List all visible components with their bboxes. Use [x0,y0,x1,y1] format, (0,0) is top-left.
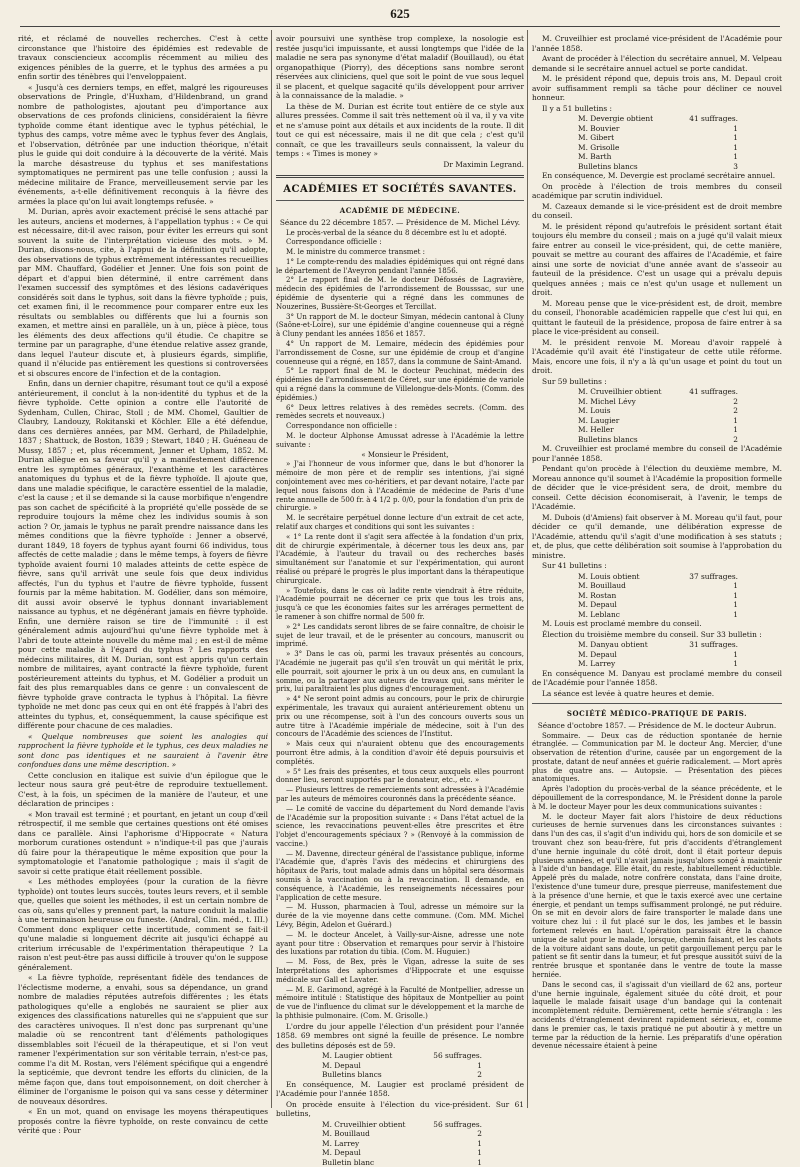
paragraph: Sur 41 bulletins : [542,561,607,570]
vote-row [578,640,738,650]
vote-row [578,610,738,620]
vote-list [532,114,782,171]
vote-count: 2 [733,406,738,415]
vote-row [322,1158,482,1167]
paragraph: 5° Le rapport final de M. le docteur Peuchinat, médecin des épidémies de l'arrondissement de Céret, sur une épidémie de variole qui a régné dans la commune de Villelongue-dels-Monts. (Comm. des épidémies.) [276,367,524,402]
column-divider [271,30,272,1108]
paragraph: On procède à l'élection de trois membres du conseil académique par scrutin individuel. [532,181,782,200]
paragraph: Après l'adoption du procès-verbal de la séance précédente, et le dépouillement de la correspondance, M. le Président donne la parole à M. le docteur Mayer pour les deux communications suivantes : [532,785,782,811]
candidate-name: M. Gibert [578,133,615,142]
vote-row [322,1139,482,1149]
paragraph: Avant de procéder à l'élection du secrétaire annuel, M. Velpeau demande si le secrétaire annuel actuel se porte candidat. [532,54,782,73]
candidate-name: M. Devergie obtient [578,114,654,123]
paragraph: — M. Foss, de Bex, près le Vigan, adresse la suite de ses Interprétations des aphorismes d'Hippocrate et une esquisse médicale sur Gall et Lavater. [276,958,524,984]
vote-row [578,416,738,426]
vote-count: 2 [733,434,738,444]
vote-row [578,650,738,660]
paragraph: M. Cruveilhier est proclamé membre du conseil de l'Académie pour l'année 1858. [532,444,782,463]
paragraph: M. Durian, après avoir exactement précisé le sens attaché par les auteurs, anciens et modernes, à l'appellation typhus : « Ce qui est nécessaire, dit-il avec raison, pour éviter les erreurs qui sont souvent la suite de l'interprétation vicieuse des mots. » M. Durian, disons-nous, cite, à l'appui de la définition qu'il adopte, des observations de typhus extrêmement intéressantes recueillies par MM. Chauffard, Godélier et Jenner. Une fois son point de départ et d'appui bien déterminé, il entre carrément dans l'examen successif des symptômes et des lésions cadavériques considérés soit dans le typhus, soit dans la fièvre typhoïde ; puis, cet examen fini, il le recommence pour comparer entre eux les résultats ou semblables ou différents que lui a fournis son examen, et mettre ainsi en parallèle, un à un, pièce à pièce, tous les éléments des deux affections qu'il étudie. Ce chapitre se termine par un paragraphe, d'une étendue relative assez grande, dans lequel l'auteur discute et, à plusieurs égards, simplifie, quand il n'élucide pas entièrement les questions si controversées et si obscures encore de l'infection et de la contagion. [18,207,268,378]
paragraph: Enfin, dans un dernier chapitre, résumant tout ce qu'il a exposé antérieurement, il conclut à la non-identité du typhus et de la fièvre typhoïde. Cette opinion a contre elle l'autorité de Sydenham, Cullen, Chirac, Stoll ; de MM. Chomel, Gaultier de Claubry, Landouzy, Rokitanski et Köchler. Elle a été défendue, dans ces dernières années, par MM. Gerhard, de Philadelphie, 1837 ; Shattuck, de Boston, 1839 ; Stewart, 1840 ; H. Guéneau de Mussy, 1857 ; et, plus récemment, Jenner et Upham, 1852. M. Durian allègue en sa faveur qu'il y a manifestement différence entre les symptômes généraux, l'exanthème et les caractères anatomiques du typhus et de la fièvre typhoïde. Il ajoute que, dans une maladie spécifique, le caractère essentiel de la maladie, c'est la cause ; et il se demande si la cause morbifique n'engendre pas son cachet de spécificité à la propriété qu'elle possède de se reproduire toujours la même chez les individus soumis à son action ? Or, jamais le typhus ne paraît prendre naissance dans les mêmes conditions que la fièvre typhoïde : Jenner a observé, durant 1849, 18 foyers de typhus ayant fourni 66 individus, tous affectés de cette maladie ; dans le même temps, à foyers de fièvre typhoïde avaient fourni 10 malades atteints de cette espèce de fièvre, sans qu'il arrivât une seule fois que deux individus affectés, l'un du typhus et l'autre de fièvre typhoïde, fussent fournis par la même habitation. M. Godélier, dans son mémoire, dit aussi avoir observé le typhus donnant invariablement naissance au typhus, et ne dégénérant jamais en fièvre typhoïde. Enfin, une dernière raison se tire de l'immunité : il est généralement admis aujourd'hui qu'une fièvre typhoïde met à l'abri de toute atteinte nouvelle du même mal ; en est-il de même pour cette maladie à l'égard du typhus ? Les rapports des médecins militaires, dit M. Durian, sont est appris qu'un certain nombre de militaires, ayant contracté la fièvre typhoïde, furent postérieurement atteints du typhus, et M. Godélier a produit un fait des plus remarquables dans ce genre : un convalescent de fièvre typhoïde grave contracta le typhus à l'hôpital. La fièvre typhoïde ne met donc pas ceux qui en ont été frappés à l'abri des atteintes du typhus, et, conséquemment, la cause spécifique est différente pour chacune de ces maladies. [18,379,269,730]
vote-count: 41 suffrages. [689,387,738,396]
vote-count: 1 [733,649,738,659]
vote-count: 1 [733,581,738,590]
candidate-name: M. Bouillaud [322,1129,370,1139]
vote-count: 1 [477,1060,482,1070]
society-title: SOCIÉTÉ MÉDICO-PRATIQUE DE PARIS. [566,709,748,718]
vote-count: 1 [733,609,738,619]
candidate-name: M. Louis obtient [578,571,640,581]
vote-count: 41 suffrages. [689,114,738,123]
academy-title: ACADÉMIE DE MÉDECINE. [339,206,461,215]
candidate-name: Bulletins blancs [578,161,638,171]
paragraph: M. le docteur Alphonse Amussat adresse à l'Académie la lettre suivante : [276,432,524,449]
vote-count: 1 [733,142,738,152]
vote-row [578,152,738,162]
paragraph: — M. le docteur Ancelet, à Vailly-sur-Aisne, adresse une note ayant pour titre : Observation et remarques pour servir à l'histoire des luxations par rotation du tibia. (Com. M. Huguier.) [276,930,524,957]
paragraph: » Toutefois, dans le cas où ladite rente viendrait à être réduite, l'Académie pourrait ne décerner ce prix que tous les trois ans, jusqu'à ce que les économies faites sur les arrérages permettent de le ramener à son chiffre normal de 500 fr. [276,586,524,621]
vote-row [578,572,738,582]
vote-count: 1 [733,133,738,142]
vote-count: 1 [733,152,738,161]
paragraph: M. le secrétaire perpétuel donne lecture d'un extrait de cet acte, relatif aux charges et conditions qui sont les suivantes : [276,514,524,531]
vote-row [578,581,738,591]
paragraph: L'ordre du jour appelle l'élection d'un président pour l'année 1858. 69 membres ont signé la feuille de présence. Le nombre des bulletins déposés est de 59. [276,1021,524,1050]
candidate-name: M. Barth [578,152,612,161]
paragraph: » 5° Les frais des présentes, et tous ceux auxquels elles pourront donner lieu, seront supportés par le donateur, etc., etc. » [276,767,524,785]
vote-row [578,124,738,134]
candidate-name: M. Grisolle [578,142,620,152]
vote-row [322,1051,482,1061]
vote-count: 1 [733,659,738,668]
summary-paragraph: Sommaire. — Deux cas de réduction spontanée de hernie étranglée. — Communication par M. le docteur Ang. Mercier, d'une observation de rétention d'urine, causée par un engorgement de la prostate, datant de neuf années et guérie radicalement. — Mort après plus de quatre ans. — Autopsie. — Présentation des pièces anatomiques. [532,731,782,784]
paragraph: M. le docteur Mayer fait alors l'histoire de deux réductions curieuses de hernie survenues dans les circonstances suivantes : dans l'un des cas, il s'agit d'un individu qui, hors de son domicile et se trouvant chez son beau-frère, fut pris d'accidents d'étranglement d'une hernie inguinale du côté droit, dont il était porteur depuis plusieurs années, et qu'il n'avait jamais jusqu'alors songé à maintenir à l'aide d'un bandage. Elle était, du reste, habituellement réductible. Appelé près du malade, notre confrère constata, dans l'aine droite, l'existence d'une tumeur dure, presque pierreuse, manifestement due à la présence d'une hernie, et que le taxis exercé avec une certaine énergie, et pendant un temps suffisamment prolongé, ne put réduire. On se mit en devoir alors de faire transporter le malade dans une voiture chez lui : il fut placé sur le dos, les jambes et le bassin fortement relevés en haut. L'opération paraissait être la chance unique de salut pour le malade, lorsque, chemin faisant, et les cahots de la voiture aidant sans doute, un petit gargouillement perçu par le patient se fit sentir dans la tumeur, et fut presque aussitôt suivi de la rentrée brusque et spontanée dans le ventre de toute la masse herniée. [532,812,782,980]
paragraph: « Monsieur le Président, [361,450,449,459]
paragraph: 1° Le compte-rendu des maladies épidémiques qui ont régné dans le département de l'Aveyron pendant l'année 1856. [276,257,524,275]
paragraph: » Mais ceux qui n'auraient obtenu que des encouragements pourront être admis, à la condition d'avoir été depuis poursuivis et complétés. [276,740,524,766]
paragraph: — Le comité de vaccine du département du Nord demande l'avis de l'Académie sur la proposition suivante : « Dans l'état actuel de la science, les revaccinations peuvent-elles être prescrites et être l'objet d'encouragements spéciaux ? » (Renvoyé à la commission de vaccine.) [276,804,524,848]
vote-list [532,572,782,620]
vote-list [532,640,782,669]
paragraph: En conséquence, M. Devergie est proclamé secrétaire annuel. [542,171,776,180]
vote-list [532,387,782,444]
candidate-name: M. Cruveilhier obtient [578,387,662,396]
vote-row [578,162,738,172]
vote-row [578,387,738,397]
paragraph: « Quelque nombreuses que soient les analogies qui rapprochent la fièvre typhoïde et le typhus, ces deux maladies ne sont donc pas identiques et ne sauraient à l'avenir être confondues dans une même description. » [18,731,268,769]
candidate-name: M. Larrey [578,659,616,668]
vote-list [276,1120,524,1167]
paragraph: — M. E. Garimond, agrégé à la Faculté de Montpellier, adresse un mémoire intitulé : Statistique des hôpitaux de Montpellier au point de vue de l'influence du climat sur le développement et la marche de la phthisie pulmonaire. (Com. M. Grisolle.) [276,985,524,1021]
candidate-name: M. Laugier obtient [322,1051,393,1061]
paragraph: » 4° Ne seront point admis au concours, pour le prix de chirurgie expérimentale, les travaux qui auraient antérieurement obtenu un prix ou une récompense, soit à l'un des concours ouverts sous un autre titre à l'Académie impériale de médecine, soit à l'un des concours de l'Académie des sciences de l'Institut. [276,695,524,739]
paragraph: « Les méthodes employées (pour la curation de la fièvre typhoïde) ont toutes leurs succès, toutes leurs revers, et il semble que, quelles que soient les méthodes, il est un certain nombre de cas où, sans qu'elles y prennent part, la nature conduit la maladie à une terminaison heureuse ou funeste. (Andral, Clin. méd., t. III.) Comment donc expliquer cette incertitude, comment se fait-il qu'une maladie si longuement décrite ait jusqu'ici échappé au criterium irrécusable de l'expérimentation thérapeutique ? La raison n'est peut-être pas aussi difficile à trouver qu'on le suppose généralement. [18,877,268,972]
candidate-name: M. Depaul [322,1148,361,1158]
page-number: 625 [390,6,410,21]
paragraph: « Mon travail est terminé ; et pourtant, en jetant un coup d'œil rétrospectif, il me semble que certaines questions ont été omises dans ce parallèle. Ainsi l'aphorisme d'Hippocrate « Natura morborum curationes ostendunt » n'indique-t-il pas que j'aurais dû faire pour la thérapeutique le même exposition que pour la symptomatologie et l'anatomie pathologique ; mais il s'agit de savoir si cette pratique était réellement possible. [18,809,268,876]
vote-count: 1 [733,425,738,434]
paragraph: 3° Un rapport de M. le docteur Simyan, médecin cantonal à Cluny (Saône-et-Loire), sur une épidémie d'angine couenneuse qui a régné à Cluny pendant les années 1856 et 1857. [276,312,524,339]
candidate-name: M. Michel Lévy [578,396,636,406]
academy-report [276,229,524,1021]
vote-count: 3 [733,161,738,171]
header-rule [20,26,780,27]
vote-row [322,1120,482,1130]
vote-row [578,659,738,669]
candidate-name: Bulletins blancs [578,434,638,444]
candidate-name: M. Danyau obtient [578,640,648,649]
paragraph: M. le ministre du commerce transmet : [286,248,425,257]
candidate-name: M. Depaul [578,649,617,659]
paragraph: Élection du troisième membre du conseil. Sur 33 bulletin : [542,629,762,639]
vote-count: 1 [733,600,738,609]
seance-line: Séance du 22 décembre 1857. — Présidence de M. Michel Lévy. [279,218,521,227]
vote-row [578,591,738,601]
paragraph: M. le président répond que, depuis trois ans, M. Depaul croit avoir suffisamment rempli sa tâche pour décliner ce nouvel honneur. [532,74,782,102]
candidate-name: M. Leblanc [578,609,620,619]
paragraph: M. le président renvoie M. Moreau d'avoir rappelé à l'Académie qu'il avait été l'instigateur de cette utile réforme. Mais, encore une fois, il n'y a là qu'un usage et point du tout un droit. [532,337,782,375]
vote-count: 31 suffrages. [689,640,738,649]
vote-row [578,114,738,124]
paragraph: 6° Deux lettres relatives à des remèdes secrets. (Comm. des remèdes secrets et nouveaux.) [276,403,524,421]
paragraph: Correspondance officielle : [286,238,382,247]
vote-row [578,600,738,610]
vote-count: 1 [477,1148,482,1158]
vote-row [578,406,738,416]
candidate-name: M. Laugier [578,415,620,425]
vote-count: 1 [733,123,738,133]
candidate-name: M. Heller [578,425,614,434]
paragraph: M. Cruveilhier est proclamé vice-président de l'Académie pour l'année 1858. [532,34,782,53]
candidate-name: M. Rostan [578,590,617,600]
paragraph: » 2° Les candidats seront libres de se faire connaître, de choisir le sujet de leur travail, et de le présenter au concours, manuscrit ou imprimé. [276,622,524,649]
paragraph: Pendant qu'on procède à l'élection du deuxième membre, M. Moreau annonce qu'il soumet à l'Académie la proposition formelle de décider que le vice-président sera, de droit, membre du conseil. Cette décision économiserait, à l'avenir, le temps de l'Académie. [532,464,782,511]
vote-count: 2 [733,396,738,406]
paragraph: M. Moreau pense que le vice-président est, de droit, membre du conseil, l'honorable académicien rappelle que c'est lui qui, en quittant le fauteuil de la présidence, proposa de faire entrer à sa place le vice-président au conseil. [532,298,782,336]
society-report [532,732,782,1052]
vote-row [578,425,738,435]
column-3 [532,34,782,1106]
candidate-name: M. Depaul [578,600,617,609]
vote-row [578,435,738,445]
paragraph: M. le président répond qu'autrefois le président sortant était toujours élu membre du conseil ; mais on a jugé qu'il valait mieux faire entrer au conseil le vice-président, qui, de cette manière, pouvait se mettre au courant des affaires de l'Académie, et faire ainsi une sorte de noviciat d'une année avant de s'asseoir au fauteuil de la présidence. C'est un usage qui a prévalu depuis quelques années ; mais ce n'est qu'un usage et nullement un droit. [532,221,782,297]
paragraph: Cette conclusion en italique est suivie d'un épilogue que le lecteur nous saura gré peut-être de reproduire textuellement. C'est, à la fois, un spécimen de la manière de l'auteur, et une déclaration de principes : [18,770,268,808]
paragraph: « En un mot, quand on envisage les moyens thérapeutiques proposés contre la fièvre typhoïde, on reste convaincu de cette vérité que : Pour [18,1107,268,1135]
paragraph: La séance est levée à quatre heures et demie. [542,688,715,698]
seance-line: Séance d'octobre 1857. — Présidence de M. le docteur Aubrun. [537,721,777,730]
candidate-name: M. Larrey [322,1138,360,1148]
paragraph: — M. Husson, pharmacien à Toul, adresse un mémoire sur la durée de la vie moyenne dans cette commune. (Com. MM. Michel Lévy, Bégin, Adelon et Guérard.) [276,903,524,930]
vote-row [322,1061,482,1071]
paragraph: » J'ai l'honneur de vous informer que, dans le but d'honorer la mémoire de mon père et de remplir ses intentions, j'ai signé conjointement avec mes co-héritiers, et par devant notaire, l'acte par lequel nous faisons don à l'Académie de médecine de Paris d'une rente annuelle de 500 fr. à 4 1/2 p. 0/0, pour la fondation d'un prix de chirurgie. » [276,460,524,513]
paragraph: Le procès-verbal de la séance du 8 décembre est lu et adopté. [286,228,507,237]
section-rule [276,200,524,201]
candidate-name: Bulletin blanc [322,1157,375,1167]
paragraph: La thèse de M. Durian est écrite tout entière de ce style aux allures pressées. Comme il sait très nettement où il va, il y va vite et ne s'amuse point aux détails et aux incidents de la route. Il dit tout ce qui est nécessaire, mais il ne dit que cela ; c'est qu'il connaît, ce que les travailleurs seuls connaissent, la valeur du temps : « Times is money » [276,101,524,158]
column-divider [527,30,528,1108]
paragraph: M. Cazeaux demande si le vice-président est de droit membre du conseil. [532,201,782,220]
paragraph: Sur 59 bulletins : [542,376,607,386]
vote-row [322,1129,482,1139]
vote-row [578,397,738,407]
vote-row [322,1148,482,1158]
paragraph: Dans le second cas, il s'agissait d'un vieillard de 62 ans, porteur d'une hernie inguinale, également située du côté droit, et pour laquelle le malade faisait usage d'un bandage qui la contenait incomplètement réduite. Dernièrement, cette hernie s'étrangla : les accidents d'étranglement devinrent rapidement sérieux, et, comme dans le premier cas, le taxis pratiqué ne put aboutir à y mettre un terme par la réduction de la hernie. Les préparatifs d'une opération devenue nécessaire étaient à peine [532,980,782,1051]
paragraph: avoir poursuivi une synthèse trop complexe, la nosologie est restée jusqu'ici impuissante, et aussi longtemps que l'idée de la maladie ne sera pas synonyme d'état maladif (Bouillaud), ou état organopathique (Piorry), des déceptions sans nombre seront réservées aux cliniciens, quel que soit le point de vue sous lequel il se placent, et quelque sagacité qu'ils développent pour arriver à la connaissance de la maladie. » [276,34,524,100]
candidate-name: M. Bouillaud [578,581,626,590]
candidate-name: M. Bouvier [578,123,620,133]
paragraph: En conséquence, M. Laugier est proclamé président de l'Académie pour l'année 1858. [276,1079,524,1099]
vote-count: 1 [477,1138,482,1148]
paragraph: 2° Le rapport final de M. le docteur Défossés de Lagravière, médecin des épidémies de l'arrondissement de Bousssac, sur une épidémie de dysenterie qui a régné dans les communes de Nouzerines, Bussière-St-Georges et Tercillat. [276,276,524,311]
article-signature: Dr Maximin Legrand. [443,159,524,169]
paragraph: 4° Un rapport de M. Lemaire, médecin des épidémies pour l'arrondissement de Cosne, sur une épidémie de croup et d'angine couenneuse qui a régné, en 1857, dans la commune de Saint-Amand. [276,340,524,366]
vote-list [276,1051,524,1080]
paragraph: « 1° La rente dont il s'agit sera affectée à la fondation d'un prix, dit de chirurgie expérimentale, à décerner tous les deux ans, par l'Académie, à l'auteur du travail ou des recherches basés simultanément sur l'anatomie et sur l'expérimentation, qui auront réalisé ou préparé le progrès le plus important dans la thérapeutique chirurgicale. [276,532,524,585]
paragraph: M. Dubois (d'Amiens) fait observer à M. Moreau qu'il faut, pour décider ce qu'il demande, une délibération expresse de l'Académie, attendu qu'il s'agit d'une modification à ses statuts ; et, de plus, que cette délibération soit soumise à l'approbation du ministre. [532,512,782,560]
paragraph: « La fièvre typhoïde, représentant fidèle des tendances de l'éclectisme moderne, a envahi, sous sa dépendance, un grand nombre de maladies réputées autrefois différentes ; les états pathologiques qu'elle a englobés ne sauraient se plier aux exigences des classifications naturelles qui ne s'appuient que sur des caractères univoques. Il n'est donc pas surprenant qu'une maladie où se rencontrent tant d'éléments pathologiques dissemblables soit l'écueil de la thérapeutique, et si l'on veut ramener l'expérimentation sur son véritable terrain, n'est-ce pas, comme l'a dit M. Rostan, vers l'élément spécifique qui a engendré la septicémie, que devront tendre les efforts du clinicien, de la même façon que, dans tout empoisonnement, on doit chercher à éliminer de l'organisme le poison qui va sans cesse y déterminer de nouveaux désordres. [18,973,268,1106]
paragraph: M. Louis est proclamé membre du conseil. [542,619,702,628]
column-2 [276,34,524,1167]
paragraph: — Plusieurs lettres de remerciements sont adressées à l'Académie par les auteurs de mémoires couronnés dans la précédente séance. [276,786,524,803]
paragraph: Correspondance non officielle : [286,422,398,431]
candidate-name: M. Depaul [322,1060,361,1070]
candidate-name: Bulletins blancs [322,1070,382,1080]
vote-count: 1 [733,590,738,600]
vote-count: 2 [477,1129,482,1139]
column-1 [18,34,269,1135]
vote-count: 2 [477,1070,482,1080]
paragraph: — M. Davenne, directeur général de l'assistance publique, informe l'Académie que, d'après l'avis des médecins et chirurgiens des hôpitaux de Paris, tout malade admis dans un hôpital sera désormais soumis à la vaccination ou à la revaccination. Il demande, en conséquence, à l'Académie, les renseignements nécessaires pour l'application de cette mesure. [276,849,524,902]
vote-count: 37 suffrages. [689,571,738,581]
candidate-name: M. Cruveilhier obtient [322,1119,406,1129]
vote-row [578,133,738,143]
section-rule [276,175,524,178]
section-title: ACADÉMIES ET SOCIÉTÉS SAVANTES. [283,184,517,195]
paragraph: En conséquence M. Danyau est proclamé membre du conseil de l'Académie pour l'année 1858. [532,668,782,687]
vote-count: 1 [477,1157,482,1167]
section-rule [532,703,782,704]
paragraph: rité, et réclamé de nouvelles recherches. C'est à cette circonstance que l'histoire des épidémies est redevable de travaux consciencieux accomplis récemment au milieu des exigences pénibles de la guerre, et le typhus des armées a pu enfin sortir des ténèbres qui l'enveloppaient. [18,34,268,81]
paragraph: On procède ensuite à l'élection du vice-président. Sur 61 bulletins, [276,1099,524,1119]
vote-row [578,143,738,153]
vote-count: 56 suffrages. [433,1119,482,1129]
paragraph: « Jusqu'à ces derniers temps, en effet, malgré les rigoureuses observations de Pringle, d'Huxham, d'Hildenbrand, un grand nombre de pathologistes, ajoutant peu d'importance aux observations de ces profonds cliniciens, considéraient la fièvre typhoïde comme étant identique avec le typhus pétéchial, le typhus des camps, votre même avec le typhus fever des Anglais, et l'observation, détrônée par une induction théorique, n'était plus le guide qui doit conduire à la découverte de la vérité. Mais la marche désastreuse du typhus et ses manifestations symptomatiques ne permirent pas une telle confusion ; aussi la médecine militaire de France, merveilleusement servie par les événements, a-t-elle définitivement reconquis à la fièvre des armées la place qu'on lui avait longtemps refusée. » [18,82,268,206]
paragraph: Il y a 51 bulletins : [542,103,612,113]
vote-count: 56 suffrages. [433,1051,482,1061]
vote-row [322,1070,482,1080]
paragraph: » 3° Dans le cas où, parmi les travaux présentés au concours, l'Académie ne jugerait pas qu'il s'en trouvât un qui méritât le prix, elle pourrait, soit ajourner le prix à un ou deux ans, en cumulant la somme, ou la partager aux auteurs de travaux qui, sans mériter le prix, lui paraîtraient les plus dignes d'encouragement. [276,650,524,694]
vote-count: 1 [733,415,738,425]
candidate-name: M. Louis [578,406,611,415]
